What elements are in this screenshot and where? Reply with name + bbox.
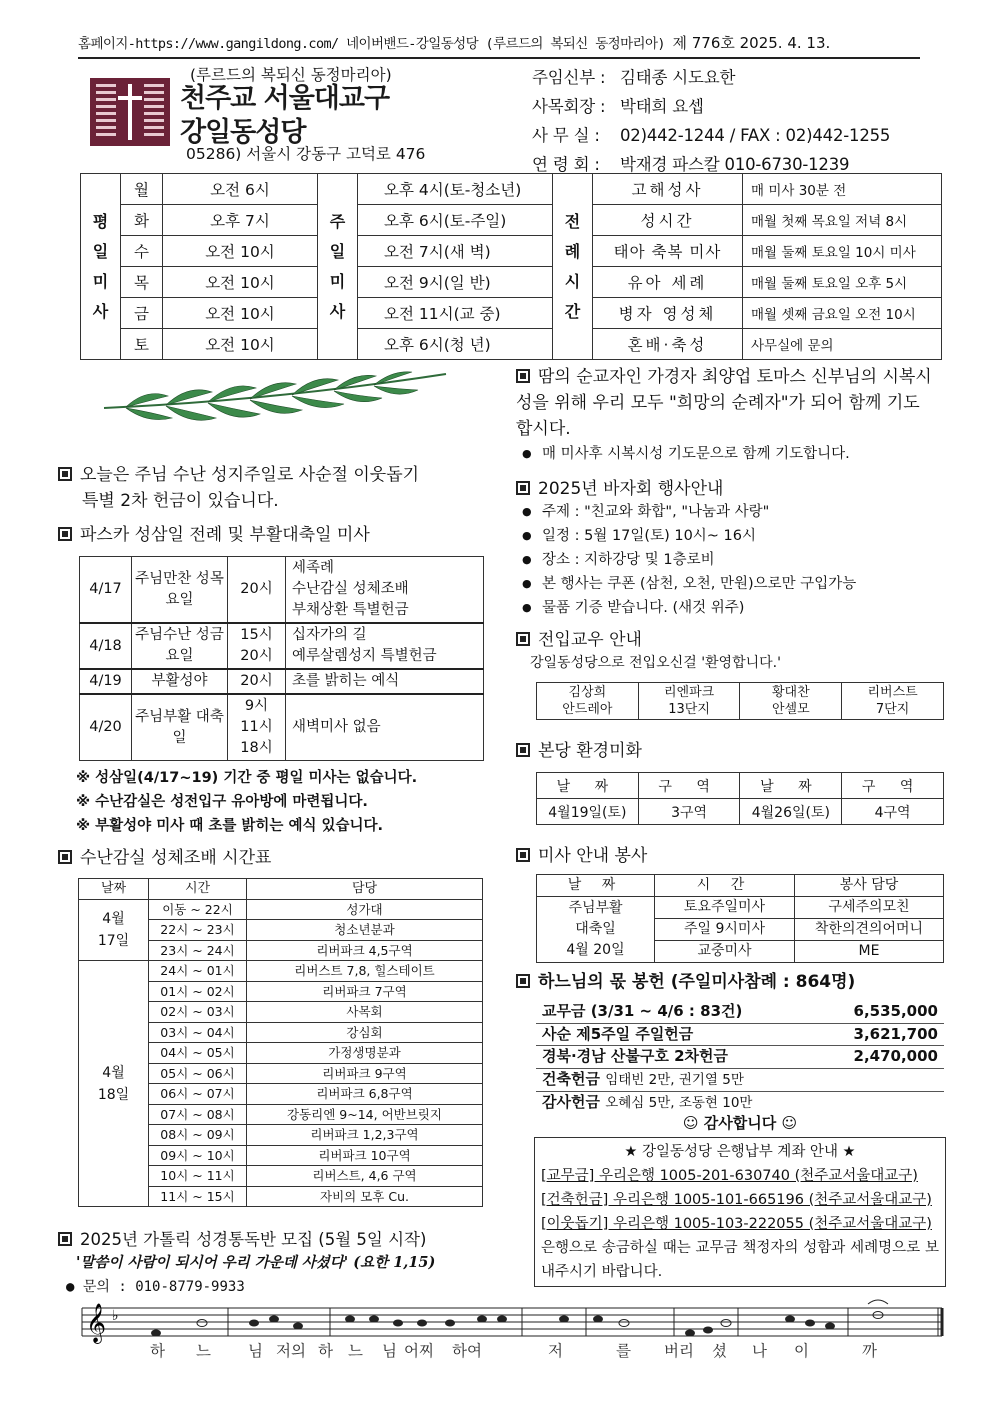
diocese-name: 천주교 서울대교구 [180,83,390,114]
square-bullet-icon [516,632,530,646]
bank-account-line: [건축헌금] 우리은행 1005-101-665196 (천주교서울대교구) [541,1192,932,1208]
table-row: 4/18 주님수난 성금요일 15시 20시 십자가의 길 예루살렘성지 특별헌금 [80,623,484,669]
mass-guide-table [536,874,944,963]
table-header-row: 날 짜 시 간 봉사 담당 [537,875,944,897]
offering-list [536,1001,944,1115]
contact-row: 연 령 회 : 박재경 파스칼 010-6730-1239 [532,155,850,174]
bible-reading-title: 2025년 가톨릭 성경통독반 모집 (5월 5일 시작) [58,1226,426,1253]
list-item: 건축헌금 임태빈 2만, 권기열 5만 [536,1069,944,1093]
liturgy-time-header: 전례시간 [553,174,593,360]
bazaar-title: 2025년 바자회 행사안내 [516,476,723,502]
square-bullet-icon [58,1232,72,1246]
lyric-syllable: 느 [348,1342,363,1360]
thanks-line: ☺ 감사합니다 ☺ [682,1114,798,1132]
bank-note: 은행으로 송금하실 때는 교무금 책정자의 성함과 세례명으로 보내주시기 바랍니다. [541,1240,939,1280]
palm-branch-image [96,368,448,442]
square-bullet-icon [516,974,530,988]
bank-account-line: [교무금] 우리은행 1005-201-630740 (천주교서울대교구) [541,1168,918,1184]
lyric-syllable: 저 [548,1342,563,1360]
table-row: 교중미사 ME [537,941,944,963]
bank-title: ★ 강일동성당 은행납부 계좌 안내 ★ [624,1144,856,1160]
square-bullet-icon [58,527,72,541]
hw-name: 주님만찬 성목요일 [132,557,228,624]
table-row: 22시 ~ 23시 청소년분과 [79,920,483,941]
lyric-syllable: 어찌 [404,1342,434,1360]
svg-text:𝄞: 𝄞 [86,1303,107,1343]
table-row: 4월 18일 24시 ~ 01시 리버스트 7,8, 힐스테이트 [79,961,483,982]
table-row: 11시 ~ 15시 자비의 모후 Cu. [79,1186,483,1207]
bank-account-box [534,1137,946,1287]
list-item: 교무금 (3/31 ~ 4/6 : 83건) 6,535,000 [536,1001,944,1024]
table-row: 04시 ~ 05시 가정생명분과 [79,1043,483,1064]
lyric-syllable: 저의 [276,1342,306,1360]
table-row: 03시 ~ 04시 강심회 [79,1022,483,1043]
martyr-prayer-notice: 땀의 순교자인 가경자 최양업 토마스 신부님의 시복시성을 위해 우리 모두 "희망의 순례자"가 되어 함께 기도합시다. [516,367,932,439]
holy-week-table [79,556,484,761]
holy-week-notes: ※ 성삼일(4/17~19) 기간 중 평일 미사는 없습니다. ※ 수난감실은 성전입구 유아방에 마련됩니다. ※ 부활성야 미사 때 초를 밝히는 예식 있습니다. [76,770,418,834]
table-row: 수 오전 10시 오전 7시(새 벽) 태아 축복 미사 매월 둘째 토요일 10시 미사 [81,236,942,267]
adoration-table [78,878,483,1207]
square-bullet-icon [516,743,530,757]
issue-number: 제 776호 2025. 4. 13. [672,34,831,52]
list-item: ● 장소 : 지하강당 및 1층로비 [520,548,856,572]
parish-title [180,82,389,150]
environment-table [536,772,944,825]
table-row: 05시 ~ 06시 리버파크 9구역 [79,1063,483,1084]
list-item: ● 일정 : 5월 17일(토) 10시~ 16시 [520,524,856,548]
band-name: 네이버밴드-강일동성당 (루르드의 복되신 동정마리아) [346,36,665,52]
square-bullet-icon [516,369,530,383]
newcomer-welcome: 강일동성당으로 전입오신걸 '환영합니다.' [530,655,781,671]
holy-week-title: 파스카 성삼일 전례 및 부활대축일 미사 [58,522,370,548]
environment-title: 본당 환경미화 [516,738,642,764]
newcomer-table [536,682,944,720]
table-row: 금 오전 10시 오전 11시(교 중) 병자 영성체 매월 셋째 금요일 오전 10시 [81,298,942,329]
list-item: ● 주제 : "친교와 화합", "나눔과 사랑" [520,500,856,524]
contact-list [532,63,890,179]
table-row: 01시 ~ 02시 리버파크 7구역 [79,981,483,1002]
contact-row: 사목회장 : 박태희 요셉 [532,97,704,116]
lyric-syllable: 를 [616,1342,631,1360]
table-row: 토 오전 10시 오후 6시(청 년) 혼배·축성 사무실에 문의 [81,329,942,360]
table-row: 주일 9시미사 착한의견의어머니 [537,919,944,941]
parish-logo [90,78,170,146]
lyric-syllable: 님 [382,1342,397,1360]
special-collection-notice: 오늘은 주님 수난 성지주일로 사순절 이웃돕기 특별 2차 헌금이 있습니다. [58,462,419,514]
lyric-syllable: 나 [752,1342,767,1360]
parish-address: 05286) 서울시 강동구 고덕로 476 [186,145,426,163]
table-row: 4월 17일 이동 ~ 22시 성가대 [79,899,483,920]
contact-row: 주임신부 : 김태종 시도요한 [532,68,736,87]
list-item: ● 물품 기증 받습니다. (새것 위주) [520,596,856,620]
newcomer-title: 전입교우 안내 [516,627,642,653]
bank-account-line: [이웃돕기] 우리은행 1005-103-222055 (천주교서울대교구) [541,1216,932,1232]
mass-schedule-table [80,173,942,360]
list-item: 경북·경남 산불구호 2차헌금 2,470,000 [536,1046,944,1069]
table-row: 07시 ~ 08시 강동리엔 9~14, 어반브릿지 [79,1104,483,1125]
mass-guide-title: 미사 안내 봉사 [516,843,647,869]
table-row: 목 오전 10시 오전 9시(일 반) 유아 세례 매월 둘째 토요일 오후 5시 [81,267,942,298]
weekday-mass-header: 평일미사 [81,174,121,360]
lyric-syllable: 하 [318,1342,333,1360]
lyric-syllable: 셨 [712,1342,727,1360]
list-item: ● 본 행사는 쿠폰 (삼천, 오천, 만원)으로만 구입가능 [520,572,856,596]
lyric-syllable: 느 [196,1342,211,1360]
table-row: 23시 ~ 24시 리버파크 4,5구역 [79,940,483,961]
lyric-syllable: 까 [862,1342,877,1360]
lyric-syllable: 버리 [664,1342,694,1360]
table-row: 02시 ~ 03시 사목회 [79,1002,483,1023]
list-item: 사순 제5주일 주일헌금 3,621,700 [536,1024,944,1047]
table-header-row: 날 짜 구 역 날 짜 구 역 [537,773,944,799]
lyric-syllable: 님 [248,1342,263,1360]
bible-contact: ● 문의 : 010-8779-9933 [66,1279,245,1295]
table-row: 4/19 부활성야 20시 초를 밝히는 예식 [80,669,484,694]
lyric-syllable: 하 [150,1342,165,1360]
table-row: 주님부활 대축일 4월 20일 토요주일미사 구세주의모친 [537,897,944,919]
svg-text:♭: ♭ [112,1308,119,1324]
square-bullet-icon [58,467,72,481]
lyric-syllable: 이 [794,1342,809,1360]
table-row: 4/17 주님만찬 성목요일 20시 세족례 수난감실 성체조배 부채상환 특별헌금 [80,557,484,624]
table-row: 평일미사 월 오전 6시 주일미사 오후 4시(토-청소년) 전례시간 고해성사 매 미사 30분 전 [81,174,942,205]
adoration-title: 수난감실 성체조배 시간표 [58,845,271,871]
list-item: 감사헌금 오혜심 5만, 조동현 10만 [542,1093,753,1111]
table-row: 화 오후 7시 오후 6시(토-주일) 성시간 매월 첫째 목요일 저녁 8시 [81,205,942,236]
square-bullet-icon [58,850,72,864]
table-row: 김상희 안드레아 리엔파크 13단지 황대찬 안셀모 리버스트 7단지 [537,683,944,720]
table-row: 10시 ~ 11시 리버스트, 4,6 구역 [79,1166,483,1187]
top-line [78,32,920,59]
bible-quote: '말씀이 사람이 되시어 우리 가운데 사셨다' (요한 1,15) [76,1254,436,1271]
table-row: 09시 ~ 10시 리버파크 10구역 [79,1145,483,1166]
square-bullet-icon [516,481,530,495]
sunday-mass-header: 주일미사 [318,174,358,360]
martyr-bullets: ● 매 미사후 시복시성 기도문으로 함께 기도합니다. [520,442,850,466]
table-row: 06시 ~ 07시 리버파크 6,8구역 [79,1084,483,1105]
table-row: 08시 ~ 09시 리버파크 1,2,3구역 [79,1125,483,1146]
table-header-row: 날짜 시간 담당 [79,879,483,900]
table-row: 4/20 주님부활 대축일 9시 11시 18시 새벽미사 없음 [80,694,484,761]
parish-name: 강일동성당 [180,117,306,148]
offering-title: 하느님의 몫 봉헌 (주일미사참례 : 864명) [516,969,855,995]
bazaar-list [520,500,856,620]
lyric-syllable: 하여 [452,1342,482,1360]
square-bullet-icon [516,848,530,862]
homepage-url[interactable]: 홈페이지-https://www.gangildong.com/ [78,36,339,52]
table-row: 4월19일(토) 3구역 4월26일(토) 4구역 [537,799,944,825]
contact-row: 사 무 실 : 02)442-1244 / FAX : 02)442-1255 [532,126,891,145]
patron-title: (루르드의 복되신 동정마리아) [190,66,392,84]
